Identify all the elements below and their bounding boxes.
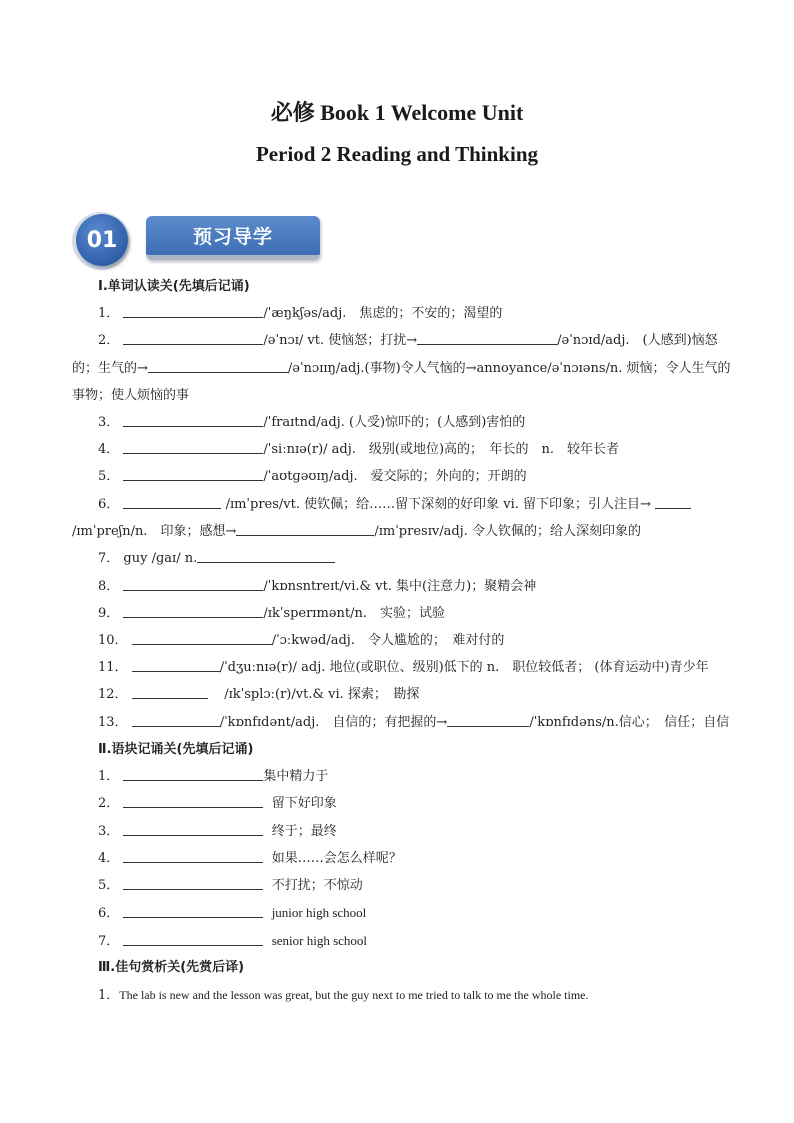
answer-blank[interactable] xyxy=(123,850,263,863)
item-text: /ˈkɒnsntreɪt/vi.& vt. 集中(注意力)；聚精会神 xyxy=(263,579,537,594)
vocab-item-6 xyxy=(98,496,691,514)
answer-blank[interactable] xyxy=(148,360,288,373)
answer-blank[interactable] xyxy=(123,823,263,836)
phrase-item-6 xyxy=(98,904,366,923)
answer-blank[interactable] xyxy=(123,905,263,918)
item-text: /ɪmˈpreʃn/n. 印象；感想→ xyxy=(72,524,237,539)
item-number: 2． xyxy=(98,796,120,811)
vocab-item-3 xyxy=(98,414,525,432)
answer-blank[interactable] xyxy=(123,332,263,345)
item-text: 留下好印象 xyxy=(271,796,337,811)
answer-blank[interactable] xyxy=(447,714,529,727)
item-number: 7． xyxy=(98,551,120,566)
item-text: /ˈkɒnfɪdəns/n.信心； 信任；自信 xyxy=(529,715,730,730)
item-text: /ɪmˈpresɪv/adj. 令人钦佩的；给人深刻印象的 xyxy=(374,524,641,539)
answer-blank[interactable] xyxy=(123,768,263,781)
item-text: 事物；使人烦恼的事 xyxy=(72,388,190,403)
answer-blank[interactable] xyxy=(123,441,263,454)
answer-blank[interactable] xyxy=(123,605,263,618)
item-number: 2． xyxy=(98,333,120,348)
answer-blank[interactable] xyxy=(123,496,221,509)
item-text: /ˈɔːkwəd/adj. 令人尴尬的； 难对付的 xyxy=(271,633,505,648)
answer-blank[interactable] xyxy=(123,578,263,591)
item-text: 集中精力于 xyxy=(263,769,329,784)
vocab-item-2 xyxy=(98,332,718,350)
vocab-item-2-cont xyxy=(72,360,731,378)
section-label: 预习导学 xyxy=(146,216,320,260)
item-number: 8． xyxy=(98,579,120,594)
phrase-item-3 xyxy=(98,823,337,841)
item-number: 4． xyxy=(98,442,120,457)
answer-blank[interactable] xyxy=(655,496,691,509)
item-text: junior high school xyxy=(271,905,367,920)
item-number: 1． xyxy=(98,769,120,784)
item-number: 4． xyxy=(98,851,120,866)
vocab-item-12 xyxy=(98,686,419,704)
section-banner xyxy=(72,212,322,268)
vocab-item-6-cont xyxy=(72,523,641,541)
item-number: 3． xyxy=(98,824,120,839)
phrase-item-7 xyxy=(98,932,367,951)
phrase-item-2 xyxy=(98,795,337,813)
answer-blank[interactable] xyxy=(132,714,220,727)
item-text: /ɪkˈsperɪmənt/n. 实验；试验 xyxy=(263,606,445,621)
answer-blank[interactable] xyxy=(417,332,557,345)
item-number: 6． xyxy=(98,497,120,512)
answer-blank[interactable] xyxy=(132,632,272,645)
phrase-item-4 xyxy=(98,850,402,868)
document-title: 必修 Book 1 Welcome Unit xyxy=(270,100,524,125)
item-text: guy /ɡaɪ/ n. xyxy=(123,551,198,566)
vocab-item-4 xyxy=(98,441,619,459)
item-number: 1． xyxy=(98,988,120,1003)
vocab-item-2-cont2 xyxy=(72,387,189,405)
vocab-item-5 xyxy=(98,468,527,486)
item-number: 11． xyxy=(98,660,128,675)
item-text: /ˈfraɪtnd/adj. (人受)惊吓的；(人感到)害怕的 xyxy=(263,415,526,430)
answer-blank[interactable] xyxy=(197,550,335,563)
item-text: The lab is new and the lesson was great, but the guy next to me tried to talk to me the whole time. xyxy=(119,988,589,1002)
phrase-item-1 xyxy=(98,768,328,786)
item-text: /ˈkɒnfɪdənt/adj. 自信的；有把握的→ xyxy=(219,715,448,730)
part1-heading: Ⅰ.单词认读关(先填后记诵) xyxy=(98,279,250,294)
answer-blank[interactable] xyxy=(123,795,263,808)
answer-blank[interactable] xyxy=(236,523,374,536)
item-text: senior high school xyxy=(271,933,368,948)
item-text: /ɪkˈsplɔː(r)/vt.& vi. 探索； 勘探 xyxy=(224,687,420,702)
item-number: 6． xyxy=(98,906,120,921)
item-text: /əˈnɔɪd/adj. (人感到)恼怒 xyxy=(557,333,718,348)
answer-blank[interactable] xyxy=(123,468,263,481)
answer-blank[interactable] xyxy=(132,686,208,699)
item-number: 12． xyxy=(98,687,128,702)
item-text: /ˈæŋkʃəs/adj. 焦虑的；不安的；渴望的 xyxy=(263,306,503,321)
item-number: 7． xyxy=(98,934,120,949)
vocab-item-8 xyxy=(98,578,536,596)
answer-blank[interactable] xyxy=(123,877,263,890)
item-text: /əˈnɔɪ/ vt. 使恼怒；打扰→ xyxy=(263,333,418,348)
item-number: 3． xyxy=(98,415,120,430)
answer-blank[interactable] xyxy=(123,933,263,946)
item-text: /ˈsiːnɪə(r)/ adj. 级别(或地位)高的； 年长的 n. 较年长者 xyxy=(263,442,620,457)
section-number: 01 xyxy=(76,214,128,266)
item-number: 10． xyxy=(98,633,128,648)
item-text: /əˈnɔɪɪŋ/adj.(事物)令人气恼的→annoyance/əˈnɔɪəns/n. 烦恼；令人生气的 xyxy=(287,361,731,376)
item-number: 5． xyxy=(98,878,120,893)
item-number: 9． xyxy=(98,606,120,621)
answer-blank[interactable] xyxy=(123,305,263,318)
answer-blank[interactable] xyxy=(123,414,263,427)
sentence-item-1 xyxy=(98,986,589,1005)
vocab-item-7 xyxy=(98,550,335,568)
item-text: /ɪmˈpres/vt. 使钦佩；给……留下深刻的好印象 vi. 留下印象；引人注目→ xyxy=(225,497,651,512)
vocab-item-11 xyxy=(98,659,709,677)
vocab-item-10 xyxy=(98,632,504,650)
item-text: 的；生气的→ xyxy=(72,361,148,376)
vocab-item-13 xyxy=(98,714,729,732)
answer-blank[interactable] xyxy=(132,659,220,672)
item-number: 5． xyxy=(98,469,120,484)
item-text: /ˈaʊtɡəʊɪŋ/adj. 爱交际的；外向的；开朗的 xyxy=(263,469,527,484)
vocab-item-1 xyxy=(98,305,502,323)
item-number: 13． xyxy=(98,715,128,730)
document-subtitle: Period 2 Reading and Thinking xyxy=(255,142,539,166)
item-number: 1． xyxy=(98,306,120,321)
vocab-item-9 xyxy=(98,605,445,623)
phrase-item-5 xyxy=(98,877,363,895)
part2-heading: Ⅱ.语块记诵关(先填后记诵) xyxy=(98,742,254,757)
part3-heading: Ⅲ.佳句赏析关(先赏后译) xyxy=(98,960,245,975)
item-text: 如果……会怎么样呢？ xyxy=(271,851,402,866)
item-text: 终于；最终 xyxy=(271,824,337,839)
item-text: /ˈdʒuːnɪə(r)/ adj. 地位(或职位、级别)低下的 n. 职位较低者； (体育运动中)青少年 xyxy=(219,660,709,675)
item-text: 不打扰；不惊动 xyxy=(271,878,363,893)
